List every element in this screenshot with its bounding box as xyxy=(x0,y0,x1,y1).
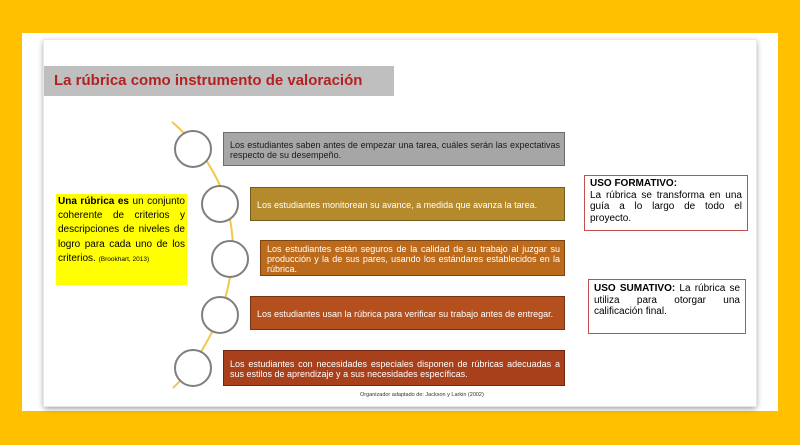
step-marker-1 xyxy=(174,130,212,168)
step-text-1: Los estudiantes saben antes de empezar una tarea, cuáles serán las expectativas respecto de su desempeño. xyxy=(230,139,560,160)
definition-reference: (Brookhart, 2013) xyxy=(98,255,150,263)
step-text-2: Los estudiantes monitorean su avance, a medida que avanza la tarea. xyxy=(257,199,538,210)
step-text-4: Los estudiantes usan la rúbrica para verificar su trabajo antes de entregar. xyxy=(257,308,554,319)
step-bar-2 xyxy=(250,187,565,221)
summative-body: La rúbrica se utiliza para otorgar una calificación final. xyxy=(594,283,741,317)
summative-heading: USO SUMATIVO: xyxy=(594,283,676,294)
formative-use-box xyxy=(584,175,748,231)
step-marker-4 xyxy=(201,296,239,334)
source-credit: Organizador adaptado de: Jackson y Larkin (2002) xyxy=(360,392,484,398)
step-bar-1 xyxy=(223,132,565,166)
summative-use-box xyxy=(588,279,746,334)
step-bar-5 xyxy=(223,350,565,386)
step-bar-4 xyxy=(250,296,565,330)
definition-body: un conjunto coherente de criterios y descripciones de niveles de logro para cada uno de los criterios. xyxy=(58,196,185,264)
formative-body: La rúbrica se transforma en una guía a lo largo de todo el proyecto. xyxy=(590,189,742,224)
definition-box xyxy=(56,194,187,285)
slide-title: La rúbrica como instrumento de valoración xyxy=(54,72,363,89)
definition-lead: Una rúbrica es xyxy=(58,196,129,207)
step-text-5: Los estudiantes con necesidades especiales disponen de rúbricas adecuadas a sus estilos de aprendizaje y a sus necesidades específicas. xyxy=(230,358,560,379)
step-text-3: Los estudiantes están seguros de la calidad de su trabajo al juzgar su producción y la de sus pares, usando los estándares establecidos en la rúbrica. xyxy=(267,243,560,274)
step-bar-3 xyxy=(260,240,565,276)
step-marker-2 xyxy=(201,185,239,223)
formative-heading: USO FORMATIVO: xyxy=(590,178,678,189)
step-marker-5 xyxy=(174,349,212,387)
step-marker-3 xyxy=(211,240,249,278)
